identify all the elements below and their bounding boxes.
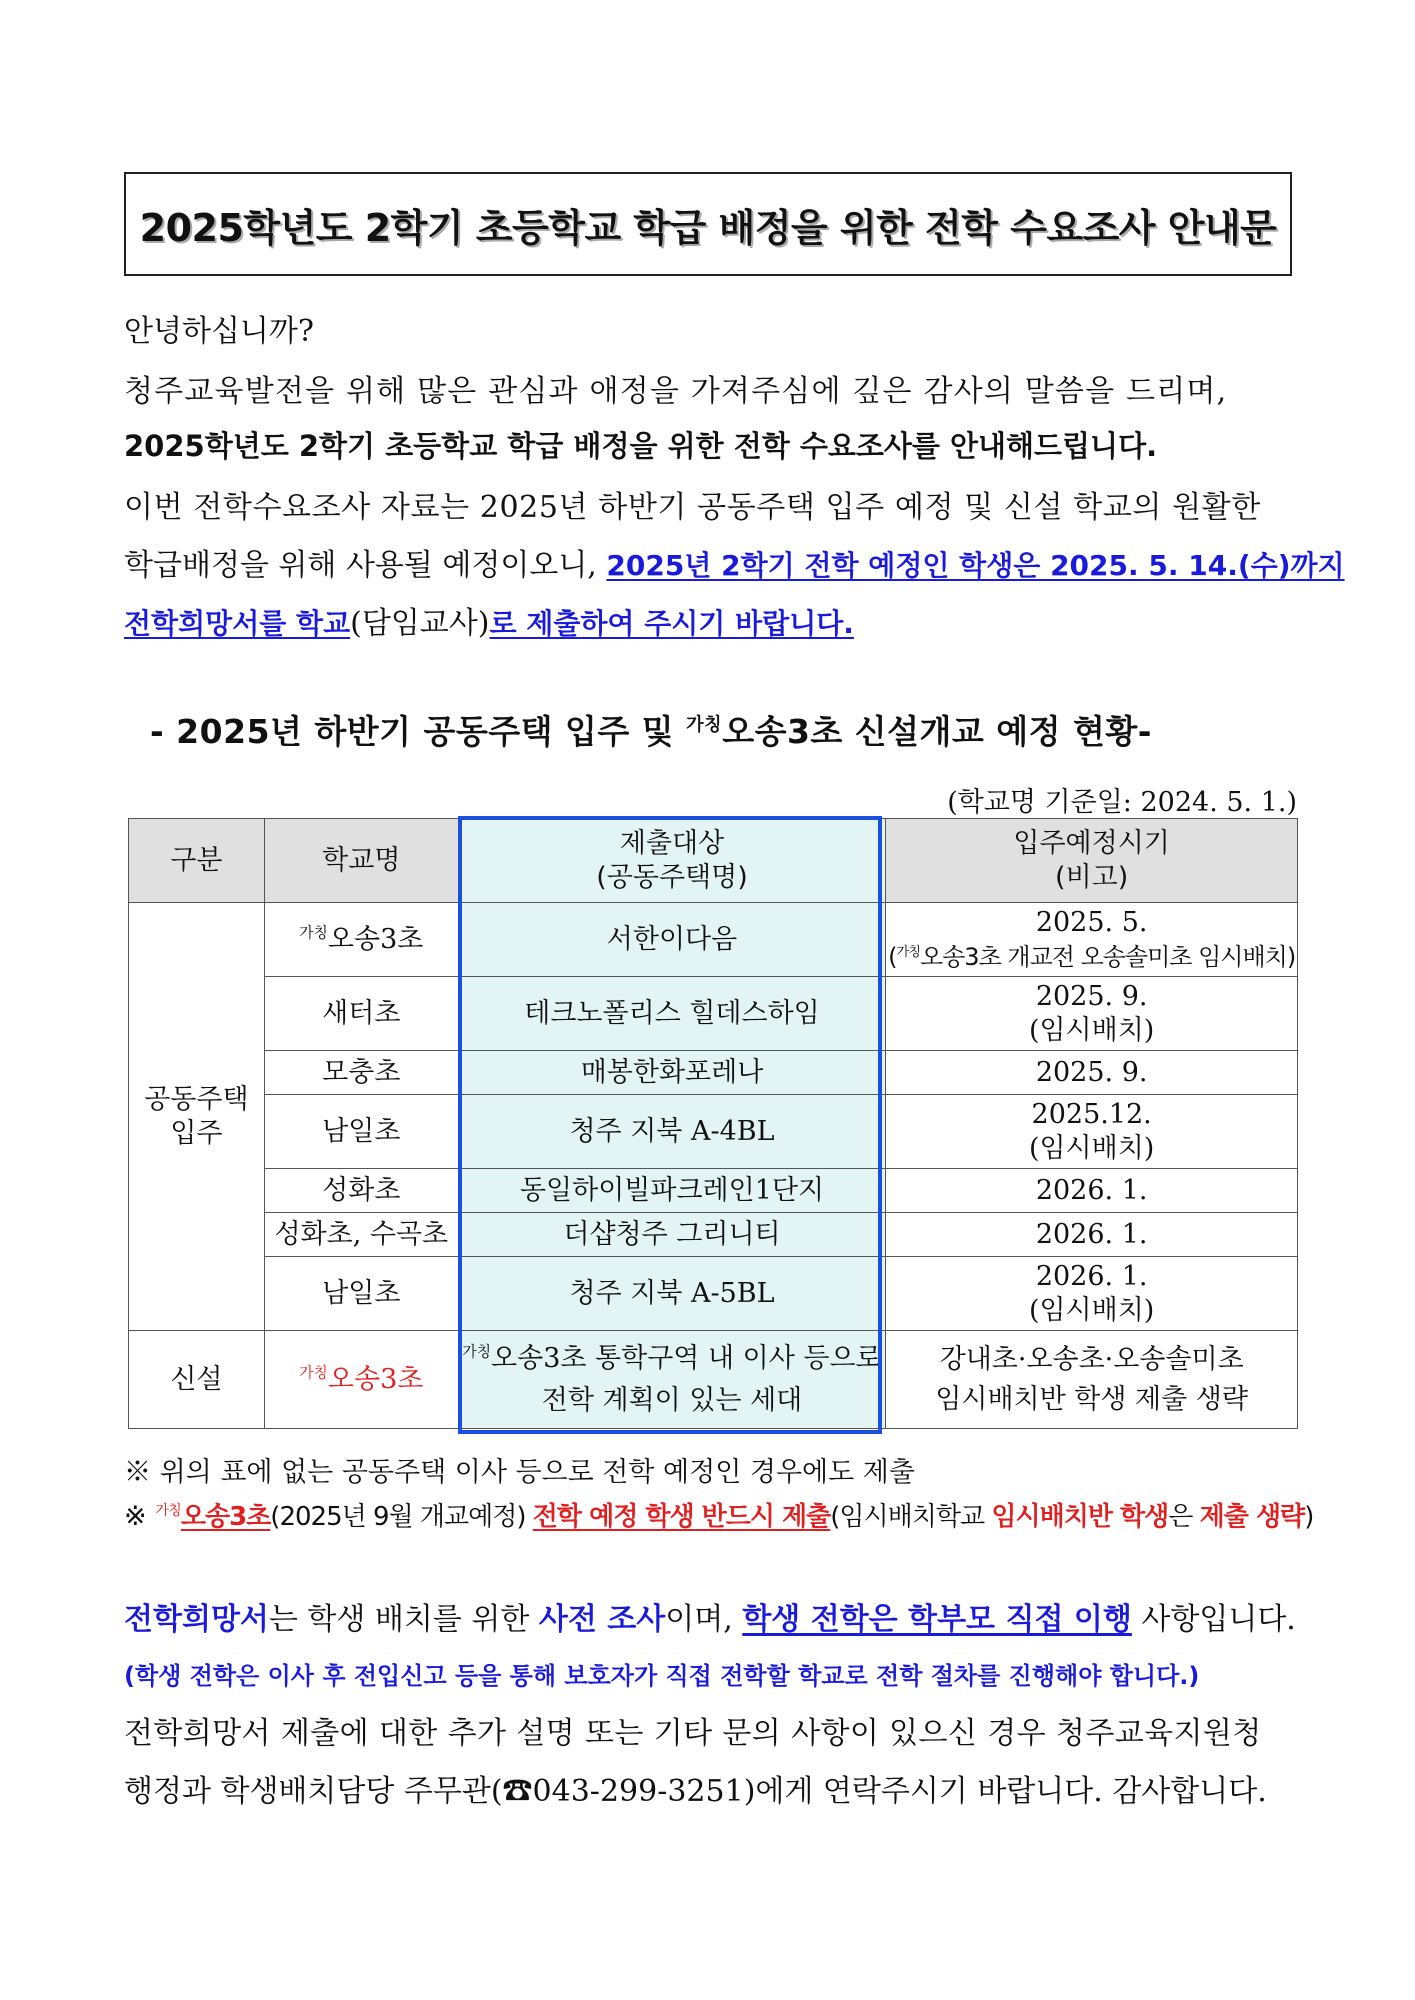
timing-2-pre: ( [888, 942, 897, 971]
base-date: (학교명 기준일: 2024. 5. 1.) [947, 787, 1297, 818]
target-1: 오송3초 통학구역 내 이사 등으로 [491, 1342, 882, 1374]
school-name: 오송3초 [327, 923, 424, 955]
target-cell: 청주 지북 A-4BL [458, 1095, 886, 1169]
timing-cell [886, 1095, 1298, 1169]
timing-2-sup: 가칭 [896, 944, 920, 960]
school-cell: 성화초, 수곡초 [264, 1213, 458, 1257]
group-housing-1: 공동주택 [144, 1083, 249, 1115]
note-2-t3: (임시배치학교 [830, 1502, 992, 1532]
header-timing-2: (비고) [1055, 861, 1129, 893]
closing-4-a: 행정과 학생배치담당 주무관( [124, 1774, 503, 1809]
school-cell [264, 1331, 458, 1429]
timing-2: (임시배치) [1028, 1132, 1155, 1164]
page-title: 2025학년도 2학기 초등학교 학급 배정을 위한 전학 수요조사 안내문 [139, 205, 1277, 250]
timing-cell: 2026. 1. [886, 1169, 1298, 1213]
school-sup: 가칭 [299, 1363, 328, 1382]
table-row [129, 1169, 1298, 1213]
school-cell: 남일초 [264, 1257, 458, 1331]
intro-line-1: 청주교육발전을 위해 많은 관심과 애정을 가져주심에 깊은 감사의 말씀을 드리며, [124, 374, 1228, 409]
note-2-t7: ) [1304, 1502, 1314, 1532]
table-row-new-school [129, 1331, 1298, 1429]
note-2-school: 오송3초 [180, 1502, 271, 1532]
school-sup: 가칭 [299, 923, 328, 942]
note-2-sup: 가칭 [155, 1503, 181, 1519]
timing-1: 강내초·오송초·오송솔미초 [939, 1344, 1244, 1376]
timing-1: 2025. 5. [1035, 906, 1148, 938]
header-timing-1: 입주예정시기 [1013, 827, 1170, 859]
table-row [129, 1257, 1298, 1331]
target-2: 전학 계획이 있는 세대 [541, 1384, 803, 1416]
timing-1: 2026. 1. [1035, 1260, 1148, 1292]
timing-1: 2025.12. [1031, 1098, 1152, 1130]
greeting: 안녕하십니까? [124, 314, 314, 349]
note-2-t4: 임시배치반 학생 [991, 1502, 1169, 1532]
header-timing [886, 819, 1298, 903]
note-2-t1: (2025년 9월 개교예정) [270, 1502, 533, 1532]
target-cell: 더샵청주 그리니티 [458, 1213, 886, 1257]
school-cell: 성화초 [264, 1169, 458, 1213]
target-cell: 동일하이빌파크레인1단지 [458, 1169, 886, 1213]
para-line-1: 이번 전학수요조사 자료는 2025년 하반기 공동주택 입주 예정 및 신설 학교의 원활한 [124, 490, 1261, 525]
timing-cell [886, 903, 1298, 977]
header-category: 구분 [129, 819, 265, 903]
timing-1: 2025. 9. [1035, 980, 1148, 1012]
target-cell: 서한이다음 [458, 903, 886, 977]
note-2-mark: ※ [124, 1501, 156, 1532]
header-target-2: (공동주택명) [596, 861, 748, 893]
closing-1-a: 전학희망서 [124, 1602, 269, 1637]
target-sup: 가칭 [462, 1342, 492, 1361]
header-target-1: 제출대상 [619, 827, 725, 859]
closing-1-d: 이며, [665, 1602, 743, 1637]
school-cell: 새터초 [264, 977, 458, 1051]
timing-2: 임시배치반 학생 제출 생략 [935, 1383, 1248, 1415]
table-row [129, 977, 1298, 1051]
para-line-2-a: 학급배정을 위해 사용될 예정이오니, [124, 548, 607, 583]
closing-line-4 [124, 1766, 1267, 1810]
target-cell [458, 1331, 886, 1429]
timing-cell [886, 977, 1298, 1051]
timing-cell [886, 1331, 1298, 1429]
table-row [129, 903, 1298, 977]
section-subtitle [150, 706, 1152, 753]
phone-icon: ☎ [502, 1774, 533, 1809]
timing-2-text: 오송3초 개교전 오송솔미초 임시배치) [919, 942, 1296, 971]
para-line-3 [124, 598, 854, 642]
closing-line-3: 전학희망서 제출에 대한 추가 설명 또는 기타 문의 사항이 있으신 경우 청주교육지원청 [124, 1716, 1262, 1751]
table-row [129, 1213, 1298, 1257]
para-line-2 [124, 540, 1345, 584]
table-row [129, 1095, 1298, 1169]
header-target [458, 819, 886, 903]
closing-1-b: 는 학생 배치를 위한 [268, 1602, 539, 1637]
subtitle-part-a: - 2025년 하반기 공동주택 입주 및 [150, 712, 687, 751]
target-cell: 테크노폴리스 힐데스하임 [458, 977, 886, 1051]
closing-4-b: 043-299-3251)에게 연락주시기 바랍니다. 감사합니다. [532, 1774, 1267, 1809]
header-school: 학교명 [264, 819, 458, 903]
group-new: 신설 [129, 1331, 265, 1429]
deadline-text: 2025년 2학기 전학 예정인 학생은 2025. 5. 14.(수)까지 [606, 549, 1345, 582]
school-cell: 남일초 [264, 1095, 458, 1169]
note-2-t6: 제출 생략 [1199, 1502, 1305, 1532]
target-cell: 청주 지북 A-5BL [458, 1257, 886, 1331]
note-2-t5: 은 [1168, 1502, 1200, 1532]
closing-line-1 [124, 1594, 1296, 1638]
school-name: 오송3초 [327, 1363, 424, 1395]
note-2 [124, 1496, 1313, 1533]
timing-cell: 2026. 1. [886, 1213, 1298, 1257]
school-cell [264, 903, 458, 977]
intro-line-2: 2025학년도 2학기 초등학교 학급 배정을 위한 전학 수요조사를 안내해드립니다. [124, 429, 1158, 463]
subtitle-part-b: 오송3초 신설개교 예정 현황- [722, 712, 1152, 751]
timing-2: (임시배치) [1028, 1294, 1155, 1326]
timing-2 [888, 943, 1295, 971]
submit-request: 로 제출하여 주시기 바랍니다. [489, 607, 854, 640]
note-2-t2: 전학 예정 학생 반드시 제출 [532, 1502, 831, 1532]
note-1: ※ 위의 표에 없는 공동주택 이사 등으로 전학 예정인 경우에도 제출 [124, 1457, 915, 1488]
submit-teacher: (담임교사) [350, 606, 490, 641]
subtitle-sup: 가칭 [686, 714, 723, 736]
target-cell: 매봉한화포레나 [458, 1051, 886, 1095]
closing-1-c: 사전 조사 [538, 1602, 666, 1637]
table-header-row [129, 819, 1298, 903]
closing-1-f: 사항입니다. [1131, 1602, 1296, 1637]
timing-2: (임시배치) [1028, 1014, 1155, 1046]
group-housing-2: 입주 [170, 1117, 223, 1149]
school-cell: 모충초 [264, 1051, 458, 1095]
timing-cell [886, 1257, 1298, 1331]
table-row [129, 1051, 1298, 1095]
closing-1-e: 학생 전학은 학부모 직접 이행 [742, 1602, 1132, 1637]
group-housing [129, 903, 265, 1331]
closing-line-2: (학생 전학은 이사 후 전입신고 등을 통해 보호자가 직접 전학할 학교로 전학 절차를 진행해야 합니다.) [124, 1662, 1200, 1690]
submit-target: 전학희망서를 학교 [124, 607, 351, 640]
status-table [128, 818, 1298, 1429]
timing-cell: 2025. 9. [886, 1051, 1298, 1095]
title-box [124, 172, 1292, 276]
